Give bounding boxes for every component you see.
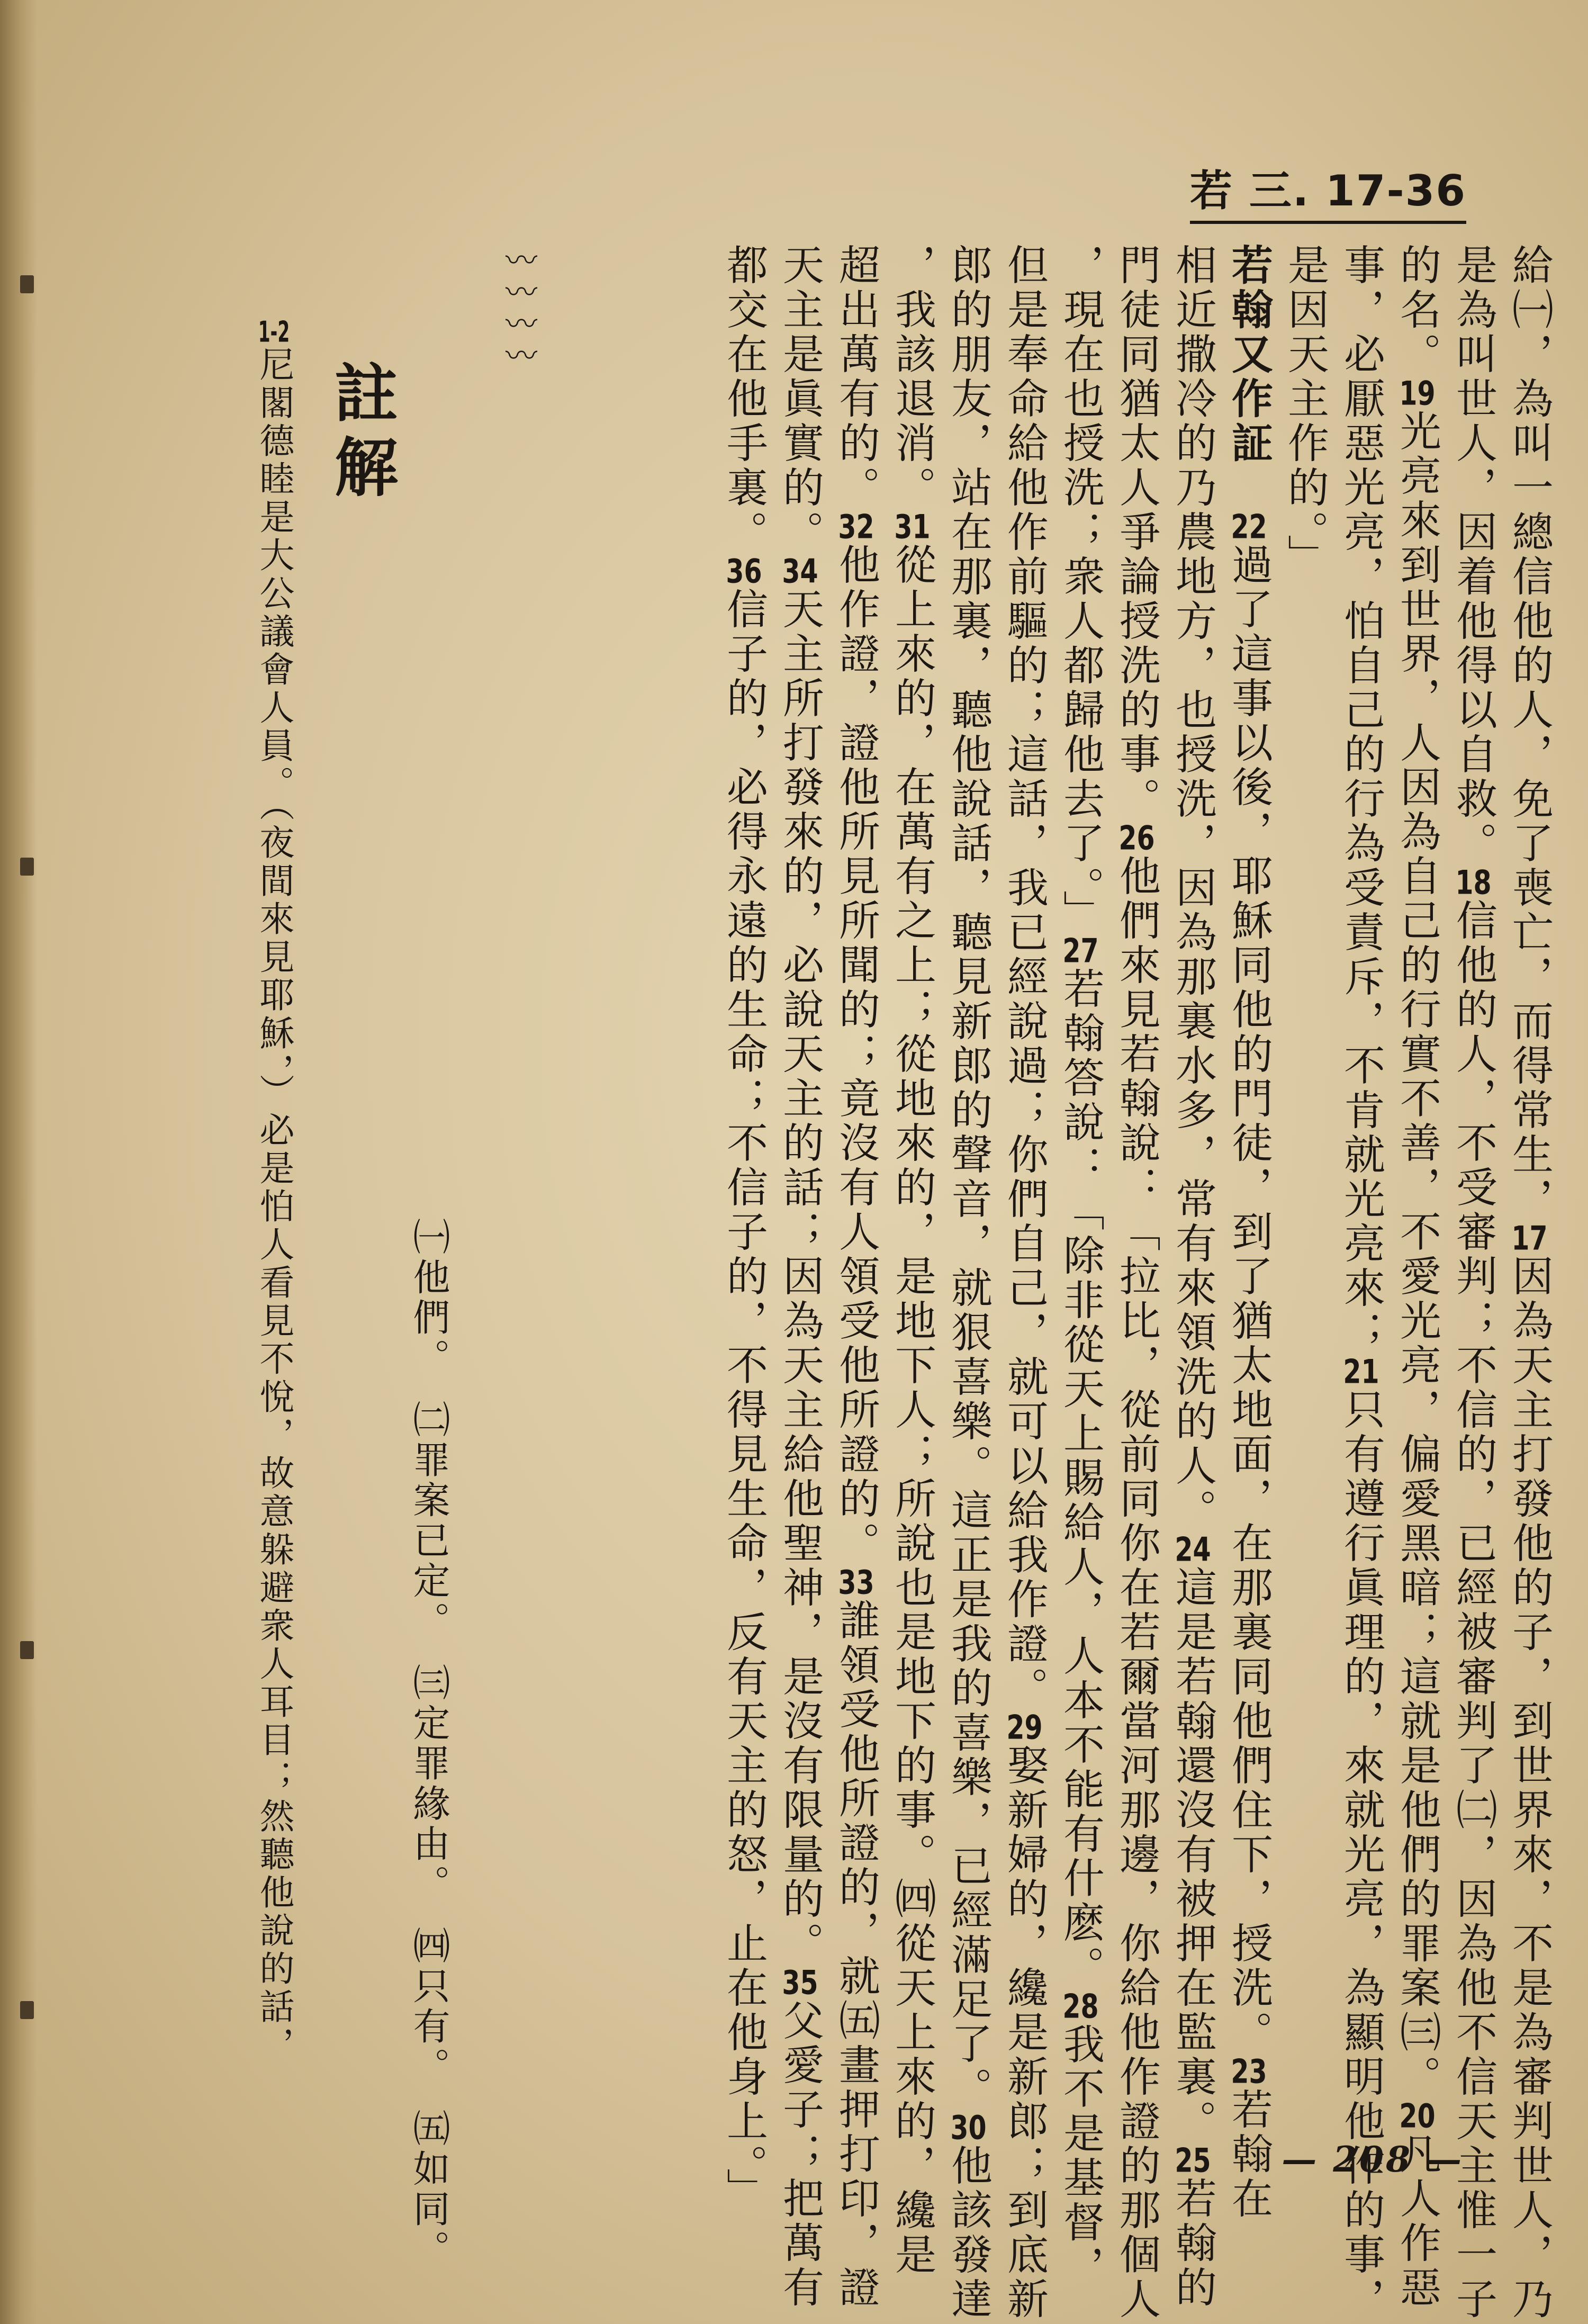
running-head: 若 三. 17-36 [1190, 157, 1466, 224]
page-number: — 208 — [1282, 2139, 1464, 2180]
verse-text: 是因天主作的。」 [1281, 244, 1329, 579]
verse-number: 33 [838, 1566, 874, 1599]
binding-stitch [20, 275, 34, 293]
note-reference: 1-2 [258, 318, 290, 346]
verse-text: 門徒同猶太人爭論授洗的事。 [1113, 244, 1160, 822]
verse-text: 信子的，必得永遠的生命；不信子的，不得見生命，反有天主的怒，止在他身上。」 [720, 588, 768, 2212]
text-column [1393, 244, 1441, 2310]
verse-text: ，我該退消。 [888, 244, 936, 510]
verse-number: 28 [1062, 1990, 1099, 2023]
text-column [1113, 244, 1160, 2322]
verse-number: 30 [950, 2111, 987, 2144]
verse-number: 17 [1511, 1222, 1548, 1255]
verse-text: ，現在也授洗；衆人都歸他去了。」 [1057, 244, 1104, 934]
text-column [1505, 244, 1553, 2322]
page-binding-edge [0, 0, 37, 2324]
verse-text: 超出萬有的。 [832, 244, 880, 510]
verse-text: 都交在他手裏。 [720, 244, 768, 555]
verse-number: 23 [1231, 2055, 1267, 2088]
verse-number: 22 [1231, 510, 1267, 543]
text-column [888, 244, 936, 2277]
verse-text: 娶新婦的，纔是新郎；到底新 [1000, 1744, 1048, 2322]
verse-number: 36 [726, 555, 762, 588]
verse-text: 若翰的 [1169, 2177, 1216, 2310]
binding-stitch [20, 858, 34, 876]
verse-number: 20 [1399, 2100, 1436, 2132]
text-column [776, 244, 824, 2310]
section-heading: 若翰又作証 [1225, 244, 1273, 466]
text-column [944, 244, 992, 2322]
verse-text: 因為天主打發他的子，到世界來，不是為審判世人，乃 [1505, 1255, 1553, 2322]
text-column [1225, 244, 1273, 2221]
verse-text: 天主是眞實的。 [776, 244, 824, 555]
text-column [1057, 244, 1104, 2290]
text-column [1000, 244, 1048, 2322]
verse-text: 事，必厭惡光亮，怕自己的行為受責斥，不肯就光亮來； [1337, 244, 1385, 1355]
binding-stitch [20, 2001, 34, 2019]
verse-number: 35 [782, 1966, 818, 1999]
verse-text: 若翰在 [1225, 2088, 1273, 2221]
verse-text: 相近撒冷的乃農地方，也授洗，因為那裏水多，常有來領洗的人。 [1169, 244, 1216, 1533]
text-column [720, 244, 768, 2212]
verse-number: 24 [1175, 1533, 1211, 1566]
verse-number: 29 [1006, 1711, 1043, 1744]
verse-number: 26 [1118, 822, 1155, 854]
verse-text: 父愛子；把萬有 [776, 1999, 824, 2310]
text-column [1281, 244, 1329, 579]
verse-text: 他作證，證他所見所聞的；竟沒有人領受他所證的。 [832, 543, 880, 1566]
verse-text: 他們來見若翰說：「拉比，從前同你在若爾當河那邊，你給他作證的那個人 [1113, 854, 1160, 2322]
verse-text: 只有遵行眞理的，來就光亮，為顯明他作的事， [1337, 1388, 1385, 2322]
verse-number: 34 [782, 555, 818, 588]
section-divider: 〰〰〰〰 [500, 244, 537, 371]
verse-text: 信他的人，不受審判；不信的，已經被審判了㈡，因為他不信天主惟一子 [1449, 899, 1497, 2322]
verse-text: 這是若翰還沒有被押在監裏。 [1169, 1566, 1216, 2144]
verse-text: 的名。 [1393, 244, 1441, 377]
verse-text: 光亮來到世界，人因為自己的行實不善，不愛光亮，偏愛黑暗；這就是他們的罪案㈢。 [1393, 410, 1441, 2100]
note-entry [249, 318, 299, 2065]
text-column [1337, 244, 1385, 2322]
verse-text: 凡人作惡 [1393, 2132, 1441, 2310]
verse-number: 25 [1175, 2144, 1211, 2177]
text-column [1449, 244, 1497, 2322]
verse-number: 19 [1399, 377, 1436, 410]
verse-text: 過了這事以後，耶穌同他的門徒，到了猶太地面，在那裏同他們住下，授洗。 [1225, 543, 1273, 2055]
verse-text: 他該發達 [944, 2144, 992, 2322]
text-column [832, 244, 880, 2310]
verse-text: 是為叫世人，因着他得以自救。 [1449, 244, 1497, 866]
verse-number: 18 [1455, 866, 1492, 899]
verse-text [1225, 466, 1273, 510]
notes-title: 註解 [324, 360, 398, 508]
verse-text: 若翰答說：「除非從天上賜給人，人本不能有什麽。 [1057, 967, 1104, 1990]
footnotes: ㈠他們。 ㈡罪案已定。 ㈢定罪緣由。 ㈣只有。 ㈤如同。 [407, 1218, 450, 2270]
verse-text: 給㈠，為叫一總信他的人，免了喪亡，而得常生， [1505, 244, 1553, 1222]
verse-text: 但是奉命給他作前驅的；這話，我已經說過；你們自己，就可以給我作證。 [1000, 244, 1048, 1711]
verse-number: 31 [894, 510, 931, 543]
verse-text: 天主所打發來的，必說天主的話；因為天主給他聖神，是沒有限量的。 [776, 588, 824, 1966]
binding-stitch [20, 1641, 34, 1659]
verse-number: 32 [838, 510, 874, 543]
verse-number: 27 [1062, 934, 1099, 967]
verse-text: 誰領受他所證的，就㈤畫押打印，證 [832, 1599, 880, 2310]
verse-text: 從上來的，在萬有之上；從地來的，是地下人；所說也是地下的事。㈣從天上來的，纔是 [888, 543, 936, 2277]
note-text: 尼閣德睦是大公議會人員。（夜間來見耶穌，）必是怕人看見不悅，故意躲避衆人耳目；然聽他說的話， [254, 346, 294, 2065]
text-column [1169, 244, 1216, 2310]
verse-text: 我不是基督， [1057, 2023, 1104, 2290]
verse-number: 21 [1343, 1355, 1379, 1388]
verse-text: 郎的朋友，站在那裏，聽他說話，聽見新郎的聲音，就狠喜樂。這正是我的喜樂，已經滿足了。 [944, 244, 992, 2111]
